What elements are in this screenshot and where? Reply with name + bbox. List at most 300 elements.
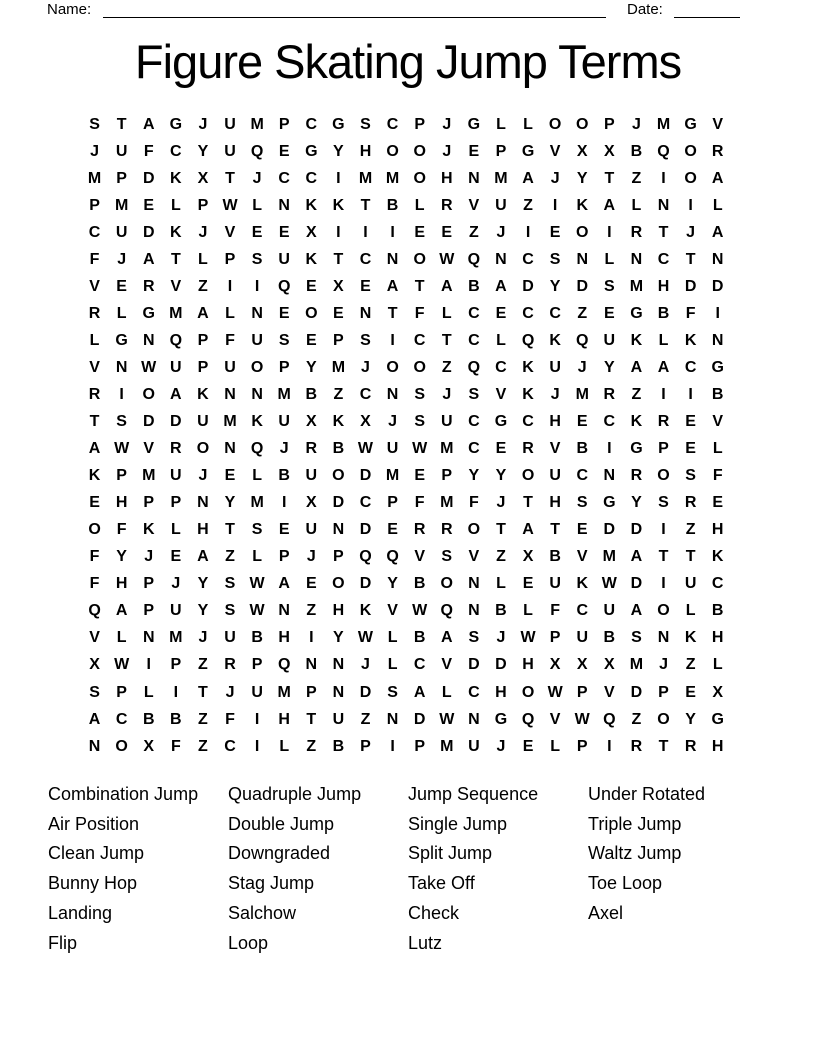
grid-letter: V [603,683,615,701]
word-bank-column [228,780,408,958]
grid-letter: N [332,683,345,701]
grid-letter: K [332,413,345,431]
grid-letter: A [630,358,643,376]
grid-letter: E [495,304,507,322]
grid-letter: U [115,142,128,160]
grid-letter: W [520,629,536,647]
grid-letter: V [712,115,724,133]
grid-letter: U [305,521,318,539]
grid-letter: M [385,169,400,187]
grid-letter: N [359,304,372,322]
word-bank-item: Jump Sequence [408,784,539,804]
grid-letter: Q [440,602,453,620]
grid-letter: G [711,710,724,728]
grid-letter: O [467,521,481,539]
grid-letter: B [251,629,263,647]
grid-letter: T [658,223,669,241]
grid-letter: R [630,737,643,755]
grid-letter: B [278,467,290,485]
grid-letter: M [440,737,454,755]
grid-row [81,706,731,733]
grid-letter: E [414,223,425,241]
grid-letter: P [576,683,588,701]
grid-letter: N [711,250,724,268]
grid-letter: C [549,304,561,322]
grid-letter: B [305,385,318,403]
grid-letter: S [576,494,588,512]
date-blank-line [674,0,740,18]
grid-letter: I [688,385,693,403]
grid-letter: H [522,656,534,674]
grid-letter: J [198,223,208,241]
word-bank-item: Double Jump [228,813,335,834]
grid-letter: B [413,629,426,647]
grid-letter: I [661,521,666,539]
grid-letter: O [88,521,101,539]
word-bank-item: Downgraded [228,843,331,864]
grid-letter: Q [467,358,481,376]
grid-letter: E [170,548,182,566]
grid-letter: U [549,467,561,485]
grid-letter: F [225,710,235,728]
grid-letter: A [88,710,101,728]
grid-letter: P [116,467,127,485]
grid-letter: P [143,494,155,512]
grid-letter: E [522,575,534,593]
grid-letter: Y [468,467,480,485]
grid-letter: G [467,115,481,133]
grid-letter: A [711,223,724,241]
grid-letter: F [414,304,425,322]
grid-letter: C [305,169,318,187]
grid-letter: T [306,710,317,728]
grid-letter: A [115,602,128,620]
grid-letter: U [170,467,182,485]
grid-letter: K [359,602,372,620]
grid-letter: N [332,656,345,674]
grid-letter: A [630,548,643,566]
grid-letter: V [414,548,425,566]
grid-letter: N [657,629,670,647]
grid-letter: M [440,440,454,458]
grid-letter: G [169,115,183,133]
grid-letter: N [88,737,101,755]
grid-letter: C [468,683,480,701]
grid-row [81,436,731,463]
grid-letter: B [657,304,670,322]
grid-letter: H [359,142,372,160]
word-bank [48,780,768,958]
grid-letter: P [658,683,669,701]
grid-letter: T [550,521,561,539]
grid-letter: V [468,548,480,566]
grid-letter: R [440,196,453,214]
grid-letter: Q [277,277,291,295]
grid-letter: M [87,169,102,187]
grid-letter: R [630,223,643,241]
grid-letter: E [116,277,127,295]
grid-letter: S [468,629,480,647]
grid-letter: A [142,115,155,133]
grid-letter: Z [198,656,208,674]
grid-letter: R [224,656,236,674]
grid-letter: I [336,169,341,187]
grid-letter: V [576,548,588,566]
grid-letter: I [661,169,666,187]
grid-letter: C [386,115,399,133]
grid-letter: D [359,521,372,539]
grid-letter: S [251,521,263,539]
grid-letter: K [576,196,589,214]
grid-letter: C [576,467,589,485]
grid-letter: N [468,710,480,728]
grid-letter: Y [333,629,344,647]
grid-letter: Y [197,575,209,593]
grid-letter: G [711,358,724,376]
name-label: Name: [47,1,92,18]
grid-letter: E [522,737,534,755]
grid-letter: D [495,656,507,674]
word-bank-item: Split Jump [408,843,493,864]
grid-letter: V [549,142,561,160]
grid-letter: Q [657,142,670,160]
grid-letter: Q [359,548,372,566]
grid-letter: L [685,602,696,620]
grid-letter: C [115,710,128,728]
grid-letter: U [603,331,616,349]
grid-letter: S [360,115,371,133]
grid-letter: K [305,196,318,214]
grid-row [81,490,731,517]
grid-letter: E [305,331,317,349]
grid-letter: J [496,737,506,755]
grid-letter: L [712,196,723,214]
grid-letter: O [413,358,426,376]
grid-row [81,598,731,625]
grid-letter: C [88,223,101,241]
grid-letter: Z [198,737,208,755]
grid-letter: Z [198,277,208,295]
grid-letter: W [547,683,563,701]
grid-letter: M [629,656,644,674]
grid-letter: L [170,521,181,539]
grid-letter: E [576,521,588,539]
grid-letter: L [550,737,561,755]
grid-letter: W [439,710,455,728]
grid-letter: E [143,196,155,214]
grid-letter: P [441,467,453,485]
grid-row [81,192,731,219]
grid-letter: O [142,385,155,403]
grid-letter: H [278,710,290,728]
grid-letter: Z [631,385,642,403]
grid-letter: O [413,250,426,268]
grid-letter: U [278,250,290,268]
grid-letter: F [685,304,696,322]
grid-letter: D [576,277,589,295]
grid-letter: A [386,277,399,295]
word-bank-item: Loop [228,932,269,953]
grid-letter: I [336,223,341,241]
page-title: Figure Skating Jump Terms [134,35,682,88]
grid-letter: W [601,575,617,593]
grid-letter: U [549,575,561,593]
grid-letter: W [412,440,428,458]
grid-letter: C [522,250,534,268]
grid-letter: N [576,250,589,268]
grid-letter: E [576,413,588,431]
grid-letter: L [252,548,262,566]
grid-row [81,165,731,192]
grid-letter: F [89,250,100,268]
grid-letter: A [603,196,616,214]
grid-letter: U [224,115,236,133]
grid-letter: J [442,142,452,160]
grid-letter: U [170,358,182,376]
grid-letter: P [197,196,209,214]
grid-letter: T [333,250,344,268]
grid-letter: H [495,683,507,701]
grid-letter: I [661,385,666,403]
grid-letter: P [549,629,561,647]
grid-letter: X [143,737,155,755]
grid-letter: D [142,223,155,241]
grid-letter: D [684,277,697,295]
grid-letter: H [440,169,453,187]
grid-letter: E [305,277,317,295]
grid-letter: R [684,737,697,755]
grid-letter: K [88,467,101,485]
grid-letter: N [711,331,724,349]
grid-letter: S [603,277,615,295]
grid-letter: L [252,467,262,485]
grid-letter: V [387,602,398,620]
word-bank-column [48,780,228,958]
grid-letter: J [225,683,235,701]
grid-letter: U [386,440,399,458]
grid-letter: O [413,142,426,160]
grid-letter: L [496,575,506,593]
grid-letter: A [197,304,209,322]
grid-letter: G [630,304,643,322]
grid-letter: N [468,575,480,593]
grid-letter: D [630,521,643,539]
grid-letter: J [550,385,560,403]
grid-letter: O [657,467,670,485]
grid-letter: S [89,683,100,701]
grid-letter: O [440,575,453,593]
grid-letter: E [468,142,480,160]
grid-letter: M [575,385,589,403]
grid-letter: E [278,521,290,539]
grid-letter: C [359,385,372,403]
grid-letter: S [224,602,236,620]
grid-letter: E [603,304,615,322]
grid-letter: B [603,629,616,647]
grid-letter: L [712,656,723,674]
grid-letter: S [685,467,696,485]
grid-letter: I [607,737,612,755]
grid-letter: S [116,413,127,431]
name-blank-line [103,0,606,18]
grid-letter: V [143,440,155,458]
grid-letter: M [629,277,644,295]
grid-letter: L [496,115,506,133]
grid-letter: H [549,413,561,431]
grid-letter: F [550,602,561,620]
grid-letter: L [387,629,398,647]
grid-letter: P [143,575,155,593]
grid-letter: L [225,304,235,322]
grid-letter: L [523,115,533,133]
grid-letter: L [252,196,262,214]
grid-letter: T [225,169,235,187]
grid-letter: I [254,737,260,755]
grid-letter: V [224,223,236,241]
word-bank-item: Take Off [408,873,475,894]
grid-letter: U [440,413,453,431]
grid-letter: D [359,683,372,701]
grid-letter: P [305,683,317,701]
grid-letter: E [549,223,561,241]
grid-letter: A [495,277,507,295]
grid-row [81,300,731,327]
grid-letter: X [522,548,534,566]
grid-letter: R [603,385,616,403]
grid-letter: S [658,494,669,512]
grid-letter: U [684,575,697,593]
grid-letter: P [89,196,100,214]
grid-letter: G [332,115,345,133]
word-bank-item: Landing [48,902,113,923]
grid-letter: U [468,737,480,755]
grid-letter: Q [386,548,399,566]
grid-letter: O [684,142,697,160]
grid-letter: C [684,358,697,376]
grid-letter: C [657,250,670,268]
grid-letter: H [711,521,724,539]
grid-letter: I [661,575,666,593]
grid-row [81,517,731,544]
grid-letter: T [523,494,533,512]
grid-letter: O [250,358,264,376]
grid-letter: M [385,467,400,485]
grid-letter: S [631,629,642,647]
grid-letter: N [251,385,263,403]
grid-letter: S [224,575,236,593]
grid-letter: S [251,250,263,268]
grid-letter: J [659,656,668,674]
grid-letter: P [251,656,263,674]
grid-letter: Y [224,494,236,512]
grid-letter: T [604,169,615,187]
grid-letter: K [630,413,643,431]
word-bank-item: Air Position [48,813,140,834]
grid-letter: F [170,737,181,755]
grid-letter: W [141,358,157,376]
grid-letter: O [576,223,589,241]
grid-letter: S [441,548,453,566]
grid-letter: U [115,223,128,241]
grid-letter: U [278,413,290,431]
grid-letter: P [360,737,371,755]
grid-letter: O [115,737,128,755]
grid-letter: F [468,494,479,512]
grid-letter: W [114,440,130,458]
grid-letter: T [360,196,371,214]
grid-letter: S [414,413,425,431]
grid-letter: C [359,250,372,268]
grid-letter: L [441,304,452,322]
grid-letter: G [305,142,318,160]
grid-row [81,625,731,652]
grid-letter: C [224,737,236,755]
grid-letter: Y [495,467,507,485]
grid-letter: M [494,169,508,187]
grid-letter: T [387,304,398,322]
grid-letter: N [197,494,209,512]
word-bank-item: Combination Jump [48,784,199,804]
grid-letter: Z [441,358,452,376]
grid-letter: Z [198,710,208,728]
grid-letter: L [387,656,398,674]
grid-letter: J [306,548,316,566]
grid-letter: G [494,413,508,431]
grid-letter: F [116,521,127,539]
grid-letter: Y [549,277,561,295]
grid-letter: T [658,548,669,566]
grid-row [81,733,731,760]
grid-letter: E [278,304,290,322]
grid-letter: E [414,467,425,485]
grid-letter: C [468,440,480,458]
grid-letter: Y [685,710,696,728]
grid-letter: O [657,710,670,728]
grid-letter: F [89,548,100,566]
grid-letter: D [630,683,643,701]
grid-letter: I [607,440,612,458]
grid-letter: E [251,223,263,241]
word-bank-item: Axel [588,902,624,923]
grid-letter: U [251,331,263,349]
grid-letter: G [521,142,535,160]
grid-letter: P [495,142,507,160]
grid-letter: J [279,440,289,458]
grid-letter: S [278,331,290,349]
grid-letter: M [277,683,291,701]
grid-letter: J [198,115,208,133]
grid-row [81,652,731,679]
grid-letter: H [711,629,724,647]
grid-letter: N [495,250,507,268]
grid-letter: J [496,629,506,647]
grid-letter: X [712,683,724,701]
grid-letter: D [603,521,616,539]
grid-letter: A [522,521,534,539]
grid-letter: H [657,277,670,295]
grid-letter: N [142,629,155,647]
grid-letter: D [359,575,372,593]
word-bank-item: Lutz [408,932,443,953]
grid-letter: U [224,142,236,160]
grid-letter: G [142,304,155,322]
grid-letter: M [223,413,237,431]
grid-letter: M [656,115,671,133]
grid-letter: R [630,467,643,485]
grid-letter: J [442,115,452,133]
grid-letter: M [142,467,156,485]
grid-letter: Z [577,304,588,322]
